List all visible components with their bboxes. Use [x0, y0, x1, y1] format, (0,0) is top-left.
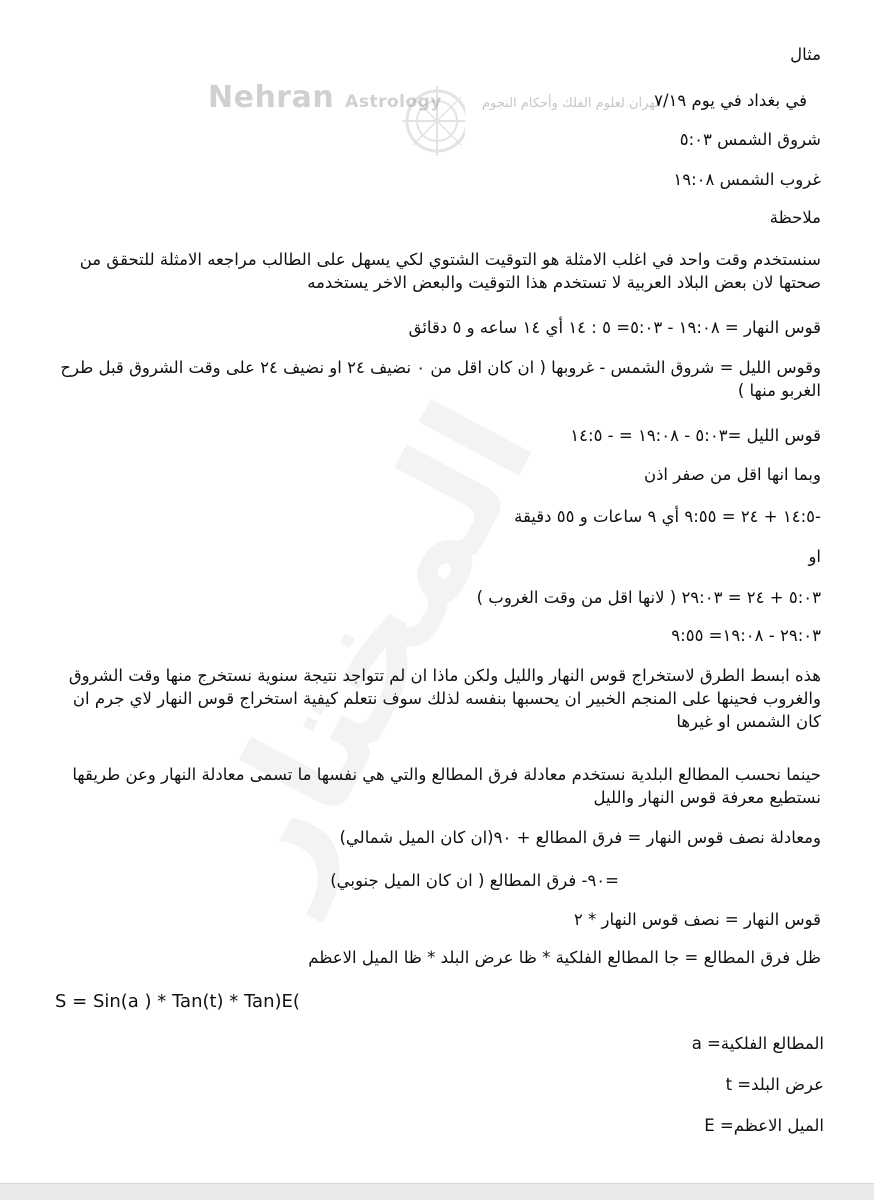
- tan-formula: ظل فرق المطالع = جا المطالع الفلكية * ظا عرض البلد * ظا الميل الاعظم: [308, 948, 821, 967]
- night-arc-rule: وقوس الليل = شروق الشمس - غروبها ( ان كان اقل من ٠ نضيف ٢٤ او نضيف ٢٤ على وقت الشروق قبل طرح الغربو منها ): [60, 358, 821, 400]
- day-arc-line: قوس النهار = ١٩:٠٨ - ٥:٠٣= ٥ : ١٤ أي ١٤ ساعه و ٥ دقائق: [408, 318, 821, 337]
- calc-one: -١٤:٥ + ٢٤ = ٩:٥٥ أي ٩ ساعات و ٥٥ دقيقة: [514, 507, 821, 526]
- example-label: مثال: [790, 45, 821, 64]
- bottom-strip: [0, 1183, 874, 1200]
- municipal-ascensions-paragraph: حينما نحسب المطالع البلدية نستخدم معادلة فرق المطالع والتي هي نفسها ما تسمى معادلة النهار وعن طريقها نستطيع معرفة قوس النهار والليل: [72, 765, 821, 807]
- day-arc-double: قوس النهار = نصف قوس النهار * ٢: [573, 910, 821, 929]
- note-paragraph: سنستخدم وقت واحد في اغلب الامثلة هو التوقيت الشتوي لكي يسهل على الطالب مراجعه الامثلة للتحقق من صحتها لان بعض البلاد العربية لا تستخدم هذا التوقيت والبعض الاخر يستخدمه: [79, 250, 821, 292]
- watermark-subtitle: نهران لعلوم الفلك وأحكام النجوم: [482, 96, 659, 111]
- or-label: او: [808, 547, 821, 566]
- sunrise-line: شروق الشمس ٥:٠٣: [679, 130, 821, 149]
- simplest-methods-paragraph: هذه ابسط الطرق لاستخراج قوس النهار والليل ولكن ماذا ان لم تتواجد نتيجة سنوية نستخرج منها وقت الشروق والغروب فحينها على المنجم الخبير ان يحسبها بنفسه لذلك سوف نتعلم كيفية استخراج قوس النهار لاي جرم ان كان الشمس او غيرها: [68, 666, 821, 731]
- half-arc-equation: ومعادلة نصف قوس النهار = فرق المطالع + ٩٠(ان كان الميل شمالي): [339, 828, 821, 847]
- baghdad-day: في بغداد في يوم ٧/١٩: [654, 91, 807, 110]
- note-label: ملاحظة: [769, 208, 821, 227]
- definition-t: t =عرض البلد: [725, 1075, 824, 1094]
- watermark-brand: Nehran Astrology: [208, 80, 442, 115]
- calc-three: ٢٩:٠٣ - ١٩:٠٨= ٩:٥٥: [671, 626, 821, 645]
- sunset-line: غروب الشمس ١٩:٠٨: [673, 170, 821, 189]
- definition-a: a =المطالع الفلكية: [691, 1034, 824, 1053]
- latin-formula: S = Sin(a ) * Tan(t) * Tan)E(: [55, 991, 300, 1012]
- night-arc-calc: قوس الليل =٥:٠٣ - ١٩:٠٨ = - ١٤:٥: [570, 426, 821, 445]
- since-less-zero: وبما انها اقل من صفر اذن: [643, 465, 821, 484]
- half-arc-south: =٩٠- فرق المطالع ( ان كان الميل جنوبي): [330, 871, 619, 890]
- definition-e: E =الميل الاعظم: [704, 1116, 824, 1135]
- calc-two: ٥:٠٣ + ٢٤ = ٢٩:٠٣ ( لانها اقل من وقت الغروب ): [476, 588, 821, 607]
